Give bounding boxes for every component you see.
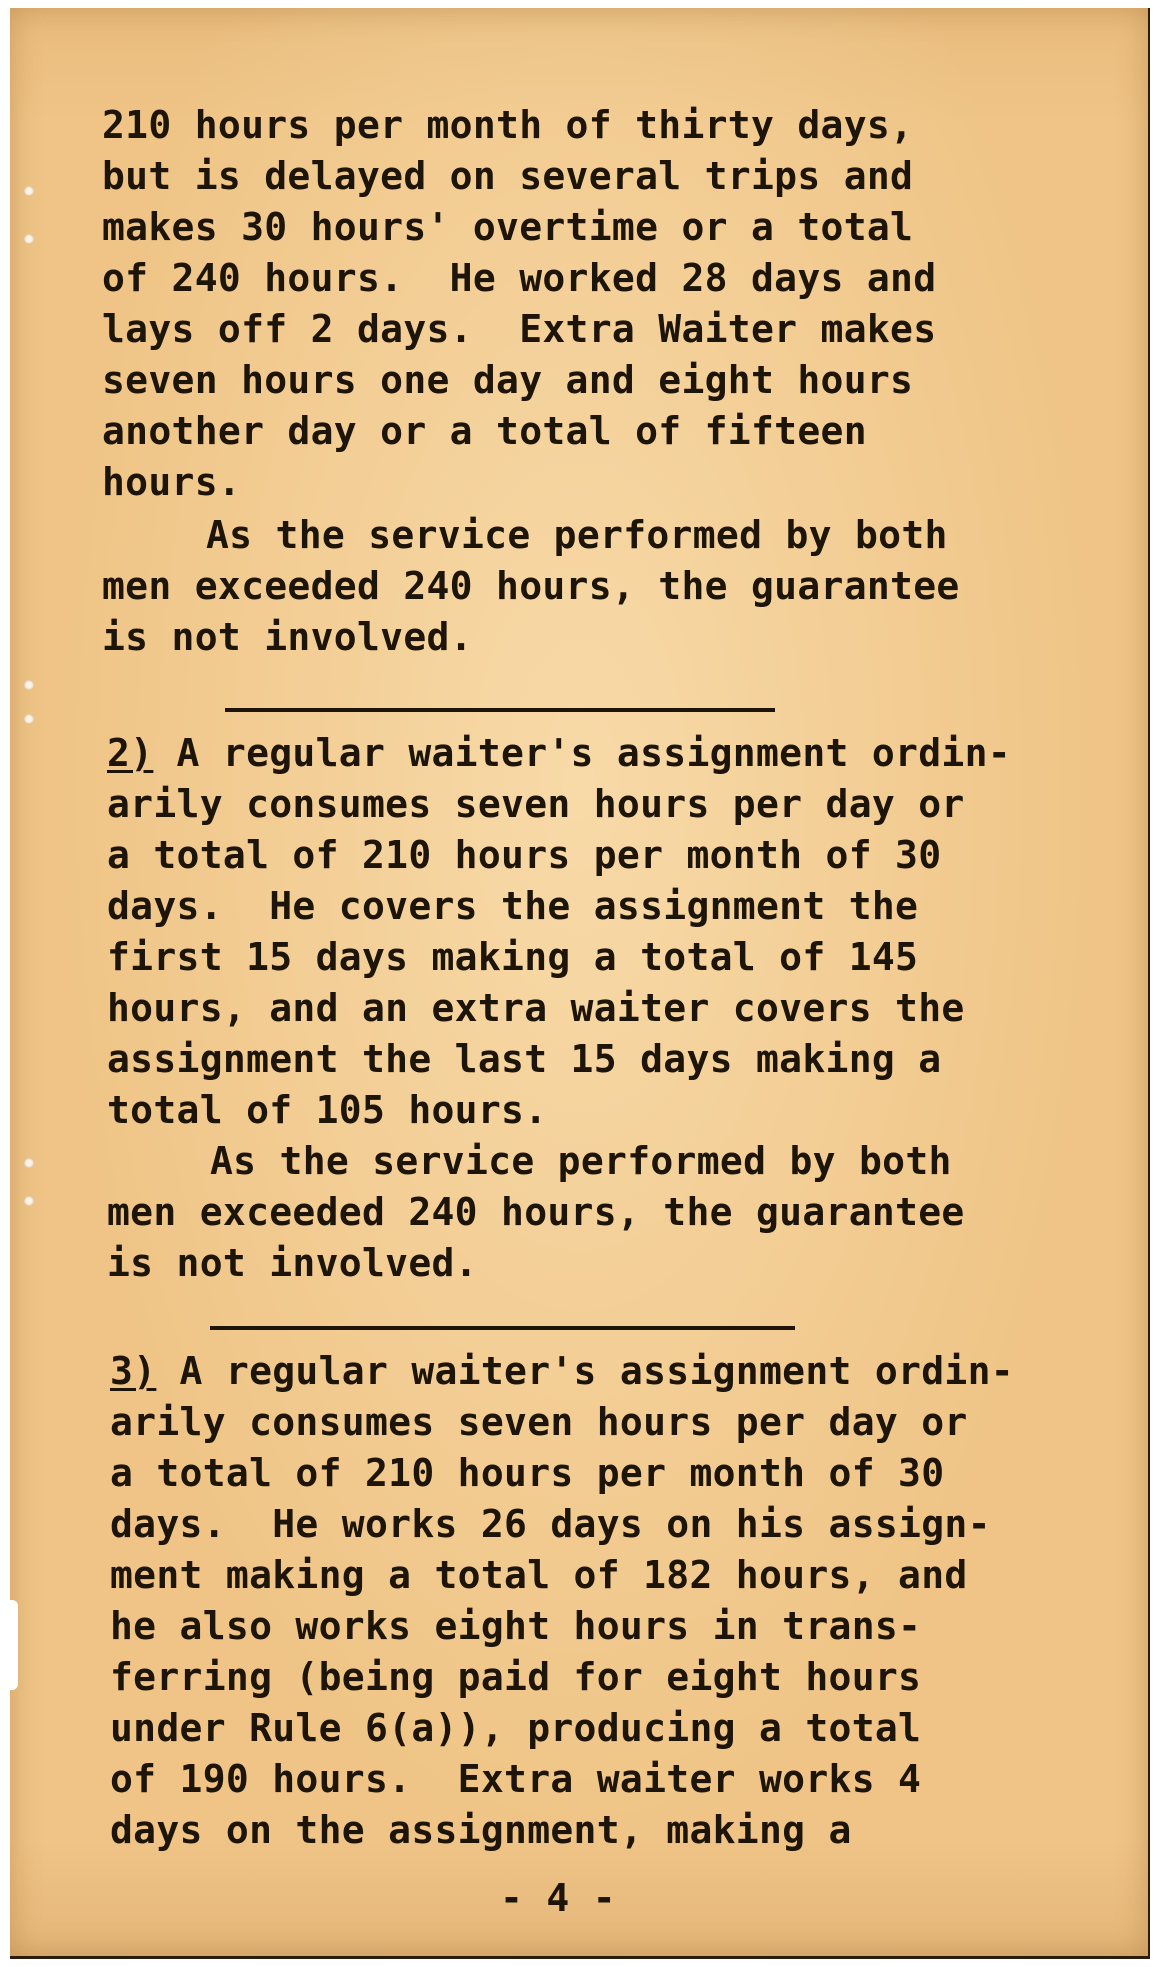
- example-first-line: [110, 1346, 1014, 1397]
- conclusion-line: As the service performed by both: [206, 513, 948, 557]
- text-line: ment making a total of 182 hours, and: [110, 1553, 968, 1597]
- conclusion-line: men exceeded 240 hours, the guarantee: [107, 1190, 965, 1234]
- text-line: hours, and an extra waiter covers the: [107, 986, 965, 1030]
- page-number: - 4 -: [500, 1876, 616, 1920]
- separator-rule: [225, 708, 775, 712]
- binder-hole: [24, 1158, 34, 1168]
- text-line: first 15 days making a total of 145: [107, 935, 919, 979]
- text-line: hours.: [102, 460, 242, 504]
- conclusion-line: As the service performed by both: [210, 1139, 952, 1183]
- torn-edge: [10, 1600, 18, 1690]
- binder-hole: [24, 186, 34, 196]
- text-line: seven hours one day and eight hours: [102, 358, 914, 402]
- separator-rule: [210, 1326, 795, 1330]
- text-line: 210 hours per month of thirty days,: [102, 103, 914, 147]
- text-line: under Rule 6(a)), producing a total: [110, 1706, 922, 1750]
- binder-hole: [24, 1196, 34, 1206]
- text-line: makes 30 hours' overtime or a total: [102, 205, 914, 249]
- binder-hole: [24, 714, 34, 724]
- text-line: days. He covers the assignment the: [107, 884, 919, 928]
- text-line: arily consumes seven hours per day or: [110, 1400, 968, 1444]
- text-line: lays off 2 days. Extra Waiter makes: [102, 307, 937, 351]
- text-line: ferring (being paid for eight hours: [110, 1655, 922, 1699]
- conclusion-line: is not involved.: [102, 615, 473, 659]
- text-line: but is delayed on several trips and: [102, 154, 914, 198]
- text-line: a total of 210 hours per month of 30: [107, 833, 942, 877]
- text-line: assignment the last 15 days making a: [107, 1037, 942, 1081]
- conclusion-line: is not involved.: [107, 1241, 478, 1285]
- text-line: arily consumes seven hours per day or: [107, 782, 965, 826]
- document-page: [10, 8, 1150, 1959]
- text-line: total of 105 hours.: [107, 1088, 548, 1132]
- text-line: he also works eight hours in trans-: [110, 1604, 922, 1648]
- binder-hole: [24, 680, 34, 690]
- text-line: another day or a total of fifteen: [102, 409, 867, 453]
- text-line: a total of 210 hours per month of 30: [110, 1451, 945, 1495]
- conclusion-line: men exceeded 240 hours, the guarantee: [102, 564, 960, 608]
- example-number: 3): [110, 1349, 157, 1393]
- text-line: days. He works 26 days on his assign-: [110, 1502, 991, 1546]
- binder-hole: [24, 234, 34, 244]
- text-line: of 240 hours. He worked 28 days and: [102, 256, 937, 300]
- text-line: days on the assignment, making a: [110, 1808, 852, 1852]
- example-first-line: [107, 728, 1011, 779]
- example-number: 2): [107, 731, 154, 775]
- example-first-line-text: A regular waiter's assignment ordin-: [153, 731, 1011, 775]
- text-line: of 190 hours. Extra waiter works 4: [110, 1757, 922, 1801]
- example-first-line-text: A regular waiter's assignment ordin-: [156, 1349, 1014, 1393]
